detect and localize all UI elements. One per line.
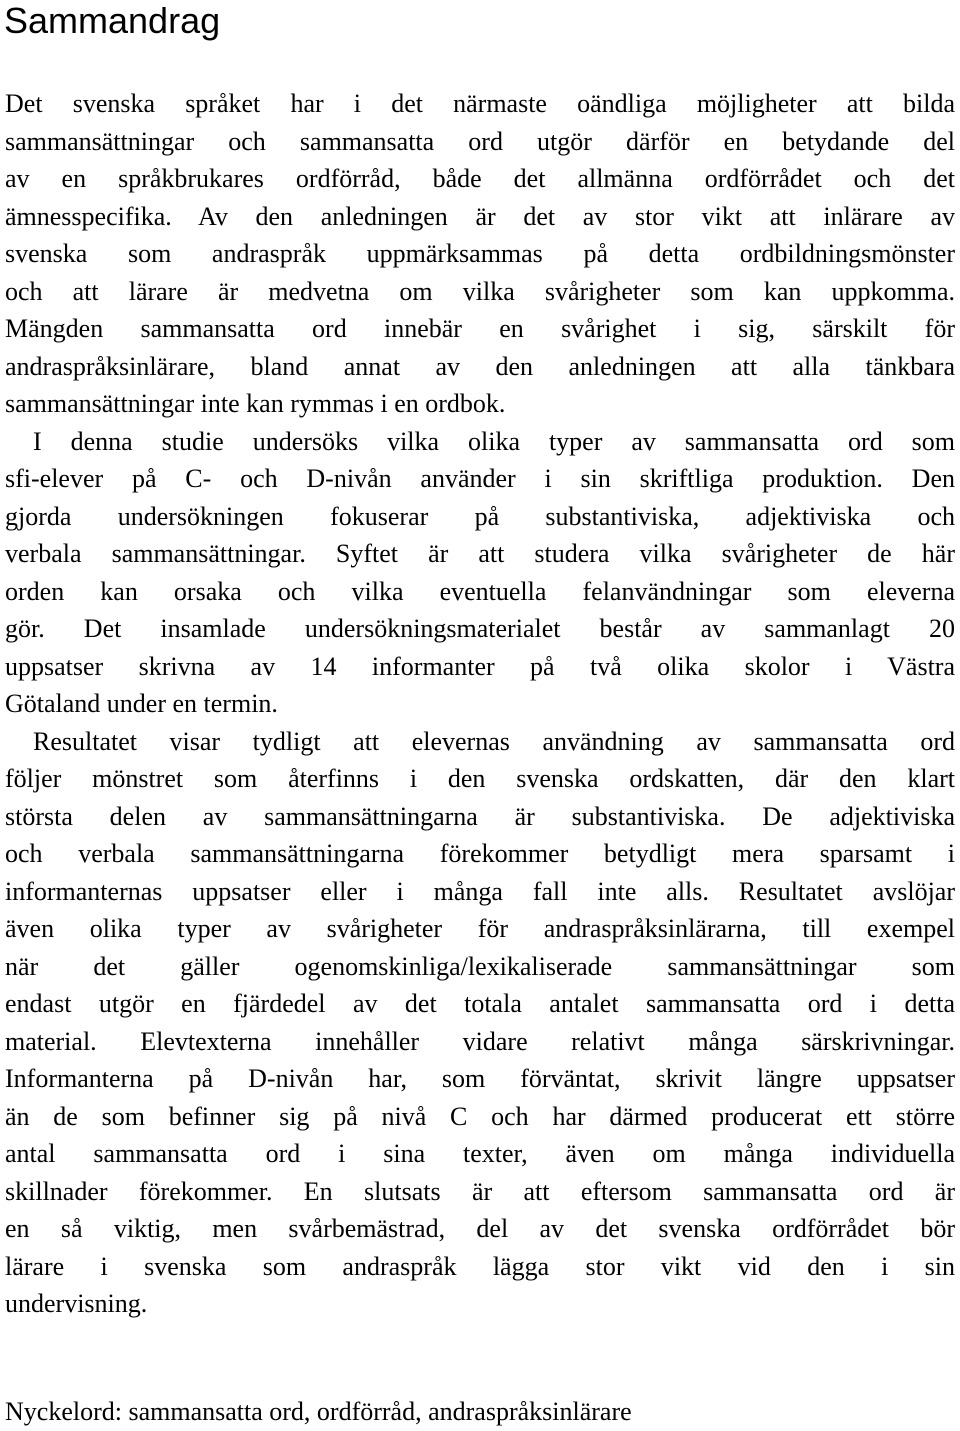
text-line: lärare i svenska som andraspråk lägga stor vikt vid den i sin (5, 1251, 955, 1281)
text-line: gör. Det insamlade undersökningsmaterialet består av sammanlagt 20 (5, 614, 955, 643)
keywords: Nyckelord: sammansatta ord, ordförråd, andraspråksinlärare (5, 1397, 632, 1426)
text-line: uppsatser skrivna av 14 informanter på två olika skolor i Västra (5, 651, 955, 681)
text-line: orden kan orsaka och vilka eventuella felanvändningar som eleverna (5, 576, 955, 606)
text-line: Det svenska språket har i det närmaste oändliga möjligheter att bilda (5, 89, 955, 118)
text-line: Götaland under en termin. (5, 689, 278, 718)
text-line: följer mönstret som återfinns i den svenska ordskatten, där den klart (5, 764, 955, 793)
text-line: I denna studie undersöks vilka olika typer av sammansatta ord som (33, 426, 955, 456)
text-line: när det gäller ogenomskinliga/lexikaliserade sammansättningar som (5, 951, 955, 981)
text-line: även olika typer av svårigheter för andraspråksinlärarna, till exempel (5, 914, 955, 943)
text-line: Mängden sammansatta ord innebär en svårighet i sig, särskilt för (5, 314, 955, 343)
text-line: gjorda undersökningen fokuserar på substantiviska, adjektiviska och (5, 501, 955, 531)
text-line: av en språkbrukares ordförråd, både det allmänna ordförrådet och det (5, 164, 955, 193)
text-line: informanternas uppsatser eller i många fall inte alls. Resultatet avslöjar (5, 876, 955, 906)
text-line: endast utgör en fjärdedel av det totala antalet sammansatta ord i detta (5, 989, 955, 1018)
text-line: en så viktig, men svårbemästrad, del av det svenska ordförrådet bör (5, 1214, 955, 1243)
text-line: undervisning. (5, 1289, 148, 1318)
page-title: Sammandrag (4, 0, 221, 41)
text-line: ämnesspecifika. Av den anledningen är det av stor vikt att inlärare av (5, 201, 955, 231)
text-line: Resultatet visar tydligt att elevernas användning av sammansatta ord (33, 726, 955, 756)
text-line: och verbala sammansättningarna förekommer betydligt mera sparsamt i (5, 839, 955, 868)
text-line: andraspråksinlärare, bland annat av den anledningen att alla tänkbara (5, 351, 955, 381)
text-line: verbala sammansättningar. Syftet är att studera vilka svårigheter de här (5, 539, 955, 568)
text-line: sammansättningar och sammansatta ord utgör därför en betydande del (5, 126, 955, 156)
text-line: sfi-elever på C- och D-nivån använder i sin skriftliga produktion. Den (5, 464, 955, 493)
text-line: sammansättningar inte kan rymmas i en ordbok. (5, 389, 506, 418)
text-line: skillnader förekommer. En slutsats är att eftersom sammansatta ord är (5, 1176, 955, 1206)
abstract-body (5, 85, 955, 1323)
text-line: svenska som andraspråk uppmärksammas på detta ordbildningsmönster (5, 239, 955, 268)
text-line: än de som befinner sig på nivå C och har därmed producerat ett större (5, 1101, 955, 1131)
text-line: antal sammansatta ord i sina texter, även om många individuella (5, 1139, 955, 1168)
text-line: största delen av sammansättningarna är substantiviska. De adjektiviska (5, 801, 955, 831)
text-line: och att lärare är medvetna om vilka svårigheter som kan uppkomma. (5, 276, 955, 306)
text-line: Informanterna på D-nivån har, som förväntat, skrivit längre uppsatser (5, 1064, 955, 1093)
text-line: material. Elevtexterna innehåller vidare relativt många särskrivningar. (5, 1026, 955, 1056)
